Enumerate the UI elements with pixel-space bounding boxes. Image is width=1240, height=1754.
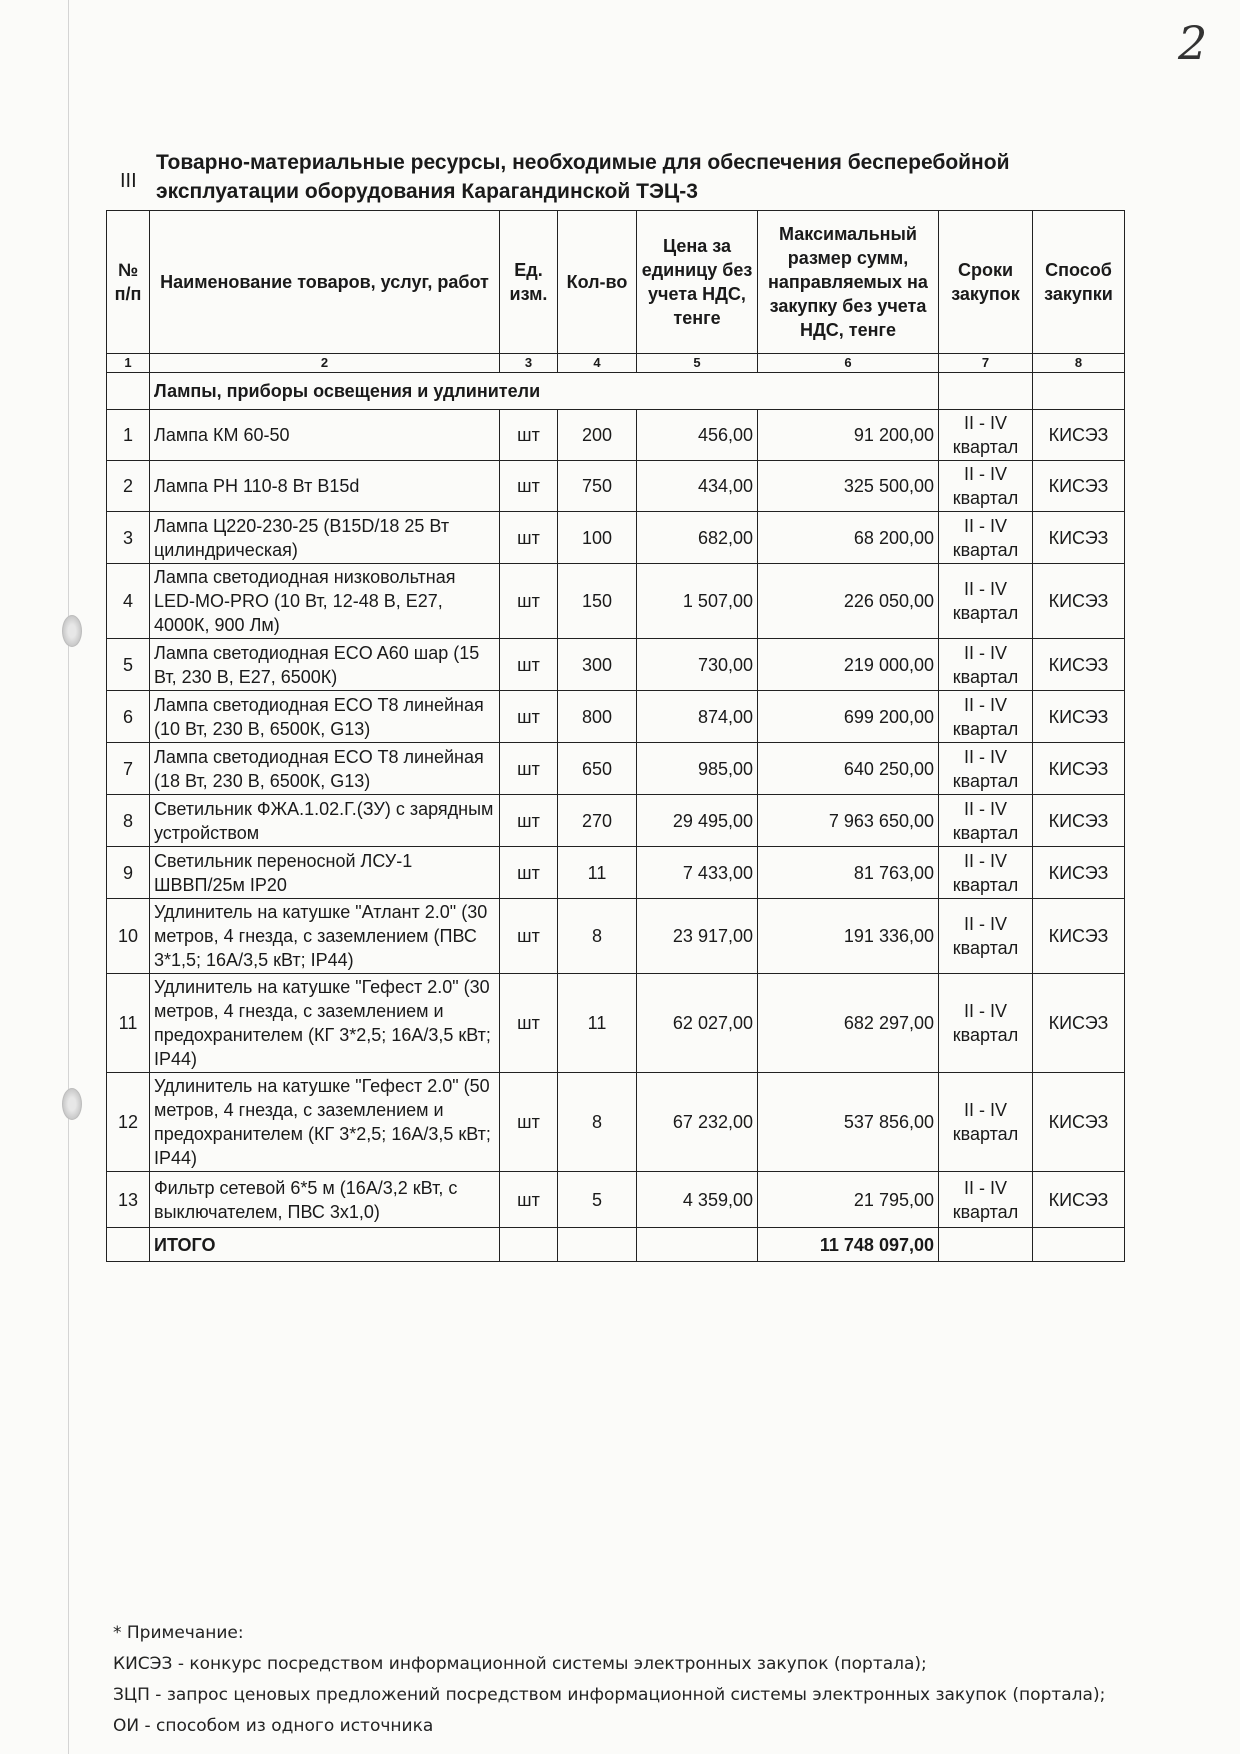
cell-period: II - IV квартал — [939, 743, 1033, 795]
table-row — [107, 974, 1125, 1073]
cell-num: 6 — [107, 691, 150, 743]
cell-num: 3 — [107, 512, 150, 564]
cell-sum: 191 336,00 — [758, 899, 939, 974]
cell-qty: 8 — [558, 899, 637, 974]
cell-period: II - IV квартал — [939, 847, 1033, 899]
cell-num: 8 — [107, 795, 150, 847]
punch-hole — [62, 1088, 82, 1120]
cell-qty: 800 — [558, 691, 637, 743]
cell-sum: 537 856,00 — [758, 1073, 939, 1172]
footnote — [113, 1618, 1105, 1742]
table-row — [107, 1073, 1125, 1172]
cell-unit: шт — [500, 743, 558, 795]
header-sum: Максимальный размер сумм, направляемых на закупку без учета НДС, тенге — [758, 211, 939, 354]
cell-price: 23 917,00 — [637, 899, 758, 974]
cell-price: 456,00 — [637, 410, 758, 461]
column-number: 8 — [1033, 354, 1125, 373]
column-number-row — [107, 354, 1125, 373]
cell-period: II - IV квартал — [939, 795, 1033, 847]
cell-unit: шт — [500, 974, 558, 1073]
cell-qty: 5 — [558, 1172, 637, 1228]
cell-name: Лампа светодиодная ECO T8 линейная (10 Вт, 230 В, 6500К, G13) — [150, 691, 500, 743]
cell-qty: 200 — [558, 410, 637, 461]
cell-price: 985,00 — [637, 743, 758, 795]
cell-qty: 300 — [558, 639, 637, 691]
cell-method: КИСЭЗ — [1033, 1073, 1125, 1172]
table-row — [107, 410, 1125, 461]
cell-name: Лампа светодиодная низковольтная LED-MO-PRO (10 Вт, 12-48 В, Е27, 4000К, 900 Лм) — [150, 564, 500, 639]
cell-method: КИСЭЗ — [1033, 461, 1125, 512]
column-number: 4 — [558, 354, 637, 373]
cell-price: 434,00 — [637, 461, 758, 512]
column-number: 5 — [637, 354, 758, 373]
cell-unit: шт — [500, 691, 558, 743]
cell-price: 67 232,00 — [637, 1073, 758, 1172]
cell-num: 11 — [107, 974, 150, 1073]
cell-method: КИСЭЗ — [1033, 743, 1125, 795]
cell-method: КИСЭЗ — [1033, 512, 1125, 564]
cell-qty: 750 — [558, 461, 637, 512]
section-title-line: Товарно-материальные ресурсы, необходимые для обеспечения бесперебойной — [156, 151, 1010, 174]
column-number: 6 — [758, 354, 939, 373]
cell-unit: шт — [500, 564, 558, 639]
cell-num: 12 — [107, 1073, 150, 1172]
group-title: Лампы, приборы освещения и удлинители — [150, 373, 939, 410]
cell-method: КИСЭЗ — [1033, 974, 1125, 1073]
header-period: Сроки закупок — [939, 211, 1033, 354]
cell-sum: 699 200,00 — [758, 691, 939, 743]
cell-num: 13 — [107, 1172, 150, 1228]
cell-num: 10 — [107, 899, 150, 974]
table-row — [107, 743, 1125, 795]
cell-sum: 325 500,00 — [758, 461, 939, 512]
table-row — [107, 691, 1125, 743]
cell-unit: шт — [500, 639, 558, 691]
cell-sum: 640 250,00 — [758, 743, 939, 795]
cell-price: 29 495,00 — [637, 795, 758, 847]
cell-sum: 7 963 650,00 — [758, 795, 939, 847]
cell-sum: 68 200,00 — [758, 512, 939, 564]
cell-name: Удлинитель на катушке "Гефест 2.0" (50 метров, 4 гнезда, с заземлением и предохранителем (КГ 3*2,5; 16А/3,5 кВт; IP44) — [150, 1073, 500, 1172]
total-row — [107, 1228, 1125, 1262]
cell-sum: 21 795,00 — [758, 1172, 939, 1228]
cell-period: II - IV квартал — [939, 1172, 1033, 1228]
group-row — [107, 373, 1125, 410]
cell-method: КИСЭЗ — [1033, 795, 1125, 847]
cell-price: 730,00 — [637, 639, 758, 691]
cell-method: КИСЭЗ — [1033, 691, 1125, 743]
header-name: Наименование товаров, услуг, работ — [150, 211, 500, 354]
cell-num: 5 — [107, 639, 150, 691]
total-label: ИТОГО — [150, 1228, 500, 1262]
cell-sum: 682 297,00 — [758, 974, 939, 1073]
cell-sum: 81 763,00 — [758, 847, 939, 899]
cell-period: II - IV квартал — [939, 1073, 1033, 1172]
cell-method: КИСЭЗ — [1033, 899, 1125, 974]
binding-line — [68, 0, 69, 1754]
table-row — [107, 461, 1125, 512]
cell-name: Лампа Ц220-230-25 (В15D/18 25 Вт цилиндрическая) — [150, 512, 500, 564]
cell-unit: шт — [500, 512, 558, 564]
table-row — [107, 639, 1125, 691]
cell-price: 682,00 — [637, 512, 758, 564]
table-row — [107, 1172, 1125, 1228]
cell-qty: 270 — [558, 795, 637, 847]
handwritten-page-number: 2 — [1178, 16, 1208, 70]
cell-sum: 91 200,00 — [758, 410, 939, 461]
table-row — [107, 847, 1125, 899]
cell-period: II - IV квартал — [939, 461, 1033, 512]
cell-qty: 8 — [558, 1073, 637, 1172]
column-number: 7 — [939, 354, 1033, 373]
column-number: 3 — [500, 354, 558, 373]
cell-unit: шт — [500, 847, 558, 899]
header-num: № п/п — [107, 211, 150, 354]
cell-name: Удлинитель на катушке "Атлант 2.0" (30 метров, 4 гнезда, с заземлением (ПВС 3*1,5; 16А/3,5 кВт; IP44) — [150, 899, 500, 974]
procurement-table — [106, 210, 1125, 1262]
cell-sum: 219 000,00 — [758, 639, 939, 691]
cell-name: Лампа РН 110-8 Вт В15d — [150, 461, 500, 512]
cell-unit: шт — [500, 795, 558, 847]
cell-qty: 100 — [558, 512, 637, 564]
column-number: 1 — [107, 354, 150, 373]
cell-qty: 150 — [558, 564, 637, 639]
header-price: Цена за единицу без учета НДС, тенге — [637, 211, 758, 354]
cell-period: II - IV квартал — [939, 691, 1033, 743]
cell-price: 7 433,00 — [637, 847, 758, 899]
cell-num: 2 — [107, 461, 150, 512]
cell-unit: шт — [500, 461, 558, 512]
cell-period: II - IV квартал — [939, 899, 1033, 974]
cell-method: КИСЭЗ — [1033, 847, 1125, 899]
header-qty: Кол-во — [558, 211, 637, 354]
table-row — [107, 564, 1125, 639]
cell-unit: шт — [500, 899, 558, 974]
total-sum: 11 748 097,00 — [758, 1228, 939, 1262]
cell-unit: шт — [500, 1073, 558, 1172]
cell-method: КИСЭЗ — [1033, 564, 1125, 639]
cell-sum: 226 050,00 — [758, 564, 939, 639]
cell-name: Светильник ФЖА.1.02.Г.(ЗУ) с зарядным устройством — [150, 795, 500, 847]
cell-method: КИСЭЗ — [1033, 1172, 1125, 1228]
cell-period: II - IV квартал — [939, 512, 1033, 564]
table-header-row — [107, 211, 1125, 354]
cell-name: Лампа светодиодная ECO T8 линейная (18 Вт, 230 В, 6500К, G13) — [150, 743, 500, 795]
cell-price: 1 507,00 — [637, 564, 758, 639]
cell-num: 9 — [107, 847, 150, 899]
cell-name: Лампа светодиодная ECO A60 шар (15 Вт, 230 В, Е27, 6500К) — [150, 639, 500, 691]
cell-name: Удлинитель на катушке "Гефест 2.0" (30 метров, 4 гнезда, с заземлением и предохранителем (КГ 3*2,5; 16А/3,5 кВт; IP44) — [150, 974, 500, 1073]
header-unit: Ед. изм. — [500, 211, 558, 354]
cell-price: 62 027,00 — [637, 974, 758, 1073]
section-title-line: эксплуатации оборудования Карагандинской ТЭЦ-3 — [156, 180, 698, 203]
cell-period: II - IV квартал — [939, 564, 1033, 639]
footnote-line: ЗЦП - запрос ценовых предложений посредством информационной системы электронных закупок (портала); — [113, 1685, 1106, 1705]
footnote-line: ОИ - способом из одного источника — [113, 1716, 434, 1736]
cell-name: Фильтр сетевой 6*5 м (16А/3,2 кВт, с выключателем, ПВС 3х1,0) — [150, 1172, 500, 1228]
cell-num: 4 — [107, 564, 150, 639]
cell-num: 7 — [107, 743, 150, 795]
cell-qty: 11 — [558, 974, 637, 1073]
cell-name: Светильник переносной ЛСУ-1 ШВВП/25м IP20 — [150, 847, 500, 899]
cell-num: 1 — [107, 410, 150, 461]
cell-unit: шт — [500, 410, 558, 461]
cell-qty: 11 — [558, 847, 637, 899]
cell-method: КИСЭЗ — [1033, 639, 1125, 691]
footnote-title: * Примечание: — [113, 1623, 244, 1643]
footnote-line: КИСЭЗ - конкурс посредством информационной системы электронных закупок (портала); — [113, 1654, 927, 1674]
section-title — [156, 148, 1009, 206]
cell-name: Лампа КМ 60-50 — [150, 410, 500, 461]
table-row — [107, 795, 1125, 847]
cell-qty: 650 — [558, 743, 637, 795]
cell-price: 874,00 — [637, 691, 758, 743]
punch-hole — [62, 615, 82, 647]
cell-period: II - IV квартал — [939, 410, 1033, 461]
cell-method: КИСЭЗ — [1033, 410, 1125, 461]
section-number: III — [120, 170, 137, 192]
table-row — [107, 512, 1125, 564]
header-method: Способ закупки — [1033, 211, 1125, 354]
table-row — [107, 899, 1125, 974]
cell-unit: шт — [500, 1172, 558, 1228]
cell-price: 4 359,00 — [637, 1172, 758, 1228]
cell-period: II - IV квартал — [939, 974, 1033, 1073]
cell-period: II - IV квартал — [939, 639, 1033, 691]
column-number: 2 — [150, 354, 500, 373]
